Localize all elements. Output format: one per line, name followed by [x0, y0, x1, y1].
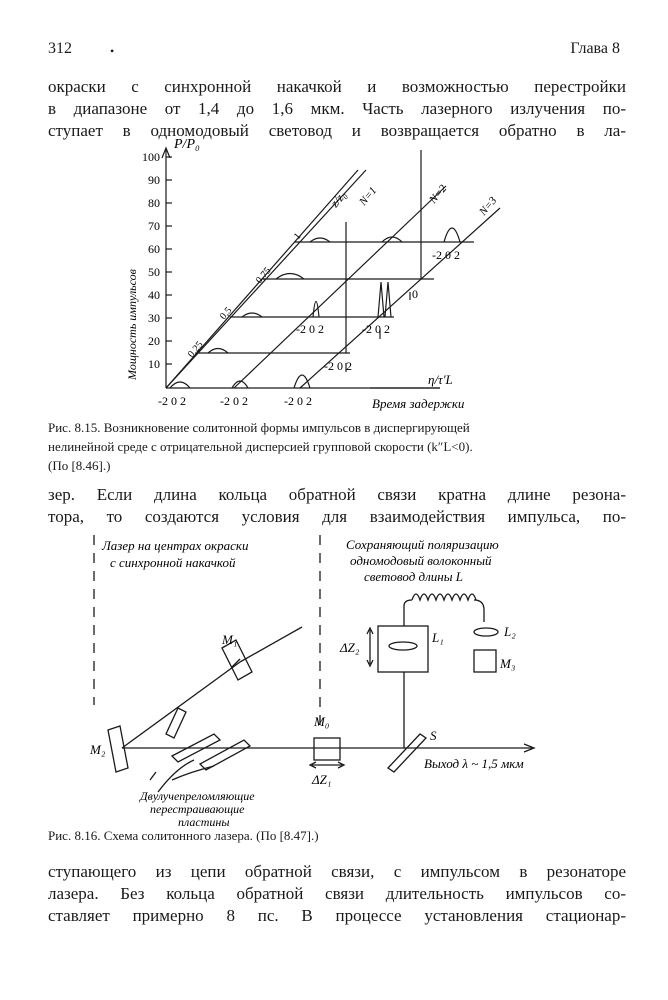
y-tick-label: 40 [148, 288, 160, 302]
y-tick-label: 10 [148, 357, 160, 371]
z-tick-label: 0,5 [217, 305, 235, 322]
y-tick-label: 90 [148, 173, 160, 187]
paragraph-3 [48, 861, 626, 927]
text-line: ступает в одномодовый световод и возвращается обратно в ла- [48, 121, 626, 140]
slice-tick-label: -2 0 2 [362, 322, 390, 336]
y-tick-label: 70 [148, 219, 160, 233]
time-tick-label: -2 0 2 [158, 394, 186, 408]
slice-tick-label: -2 0 2 [432, 248, 460, 262]
plates-label-line: пластины [178, 815, 230, 828]
y-axis-label: P/P₀ [174, 138, 200, 152]
z-axis-label: z/z₀ [327, 188, 350, 210]
text-line: зер. Если длина кольца обратной связи кратна длине резона- [48, 485, 626, 504]
text-line: в диапазоне от 1,4 до 1,6 мкм. Часть лазерного излучения по- [48, 99, 626, 118]
slice-tick-label: -2 0 2 [296, 322, 324, 336]
label-dz1: ΔZ₁ [312, 772, 332, 787]
right-label-line: световод длины L [364, 569, 464, 584]
n-label: N=3 [477, 194, 500, 218]
caption-line: Рис. 8.15. Возникновение солитонной формы импульсов в диспергирующей [48, 420, 470, 435]
time-tick-label: -2 0 2 [220, 394, 248, 408]
left-label-line: Лазер на центрах окраски [102, 538, 249, 553]
x-axis-title: Время задержки [372, 396, 465, 411]
caption-line: нелинейной среде с отрицательной дисперсией групповой скорости (k″L<0). [48, 439, 473, 454]
y-tick-label: 80 [148, 196, 160, 210]
figure-8-15-caption [48, 418, 630, 475]
figure-8-16 [80, 528, 600, 828]
label-m1: M₁ [222, 632, 238, 647]
time-tick-label: -2 0 2 [284, 394, 312, 408]
n-label: N=2 [427, 182, 450, 206]
output-label: Выход λ ~ 1,5 мкм [424, 756, 524, 771]
header-mark: • [110, 44, 115, 58]
plates-label-line: перестраивающие [150, 802, 245, 816]
text-line: тора, то создаются условия для взаимодействия импульса, по- [48, 507, 626, 526]
right-label-line: Сохраняющий поляризацию [346, 537, 499, 552]
time-axis-label: η/τ′L [428, 372, 453, 387]
slice-tick-label: -2 0 2 [324, 359, 352, 373]
z-tick-label: 1 [291, 231, 304, 242]
label-m3: M₃ [500, 656, 516, 671]
label-m2: M₂ [90, 742, 106, 757]
right-label-line: одномодовый волоконный [350, 553, 492, 568]
figure-8-15 [110, 138, 510, 413]
y-axis-title: Мощность импульсов [125, 269, 139, 380]
y-tick-label: 60 [148, 242, 160, 256]
label-dz2: ΔZ₂ [340, 640, 360, 655]
label-m0: M₀ [314, 714, 330, 729]
label-l1: L₁ [432, 630, 444, 645]
zero-label: 0 [412, 287, 418, 301]
caption-line: (По [8.46].) [48, 458, 111, 473]
plates-label-line: Двулучепреломляющие [140, 789, 255, 803]
y-tick-label: 30 [148, 311, 160, 325]
y-tick-label: 20 [148, 334, 160, 348]
text-line: ступающего из цепи обратной связи, с импульсом в резонаторе [48, 862, 626, 881]
text-line: лазера. Без кольца обратной связи длительность импульсов со- [48, 884, 626, 903]
page-number: 312 [48, 40, 72, 57]
n-label: N=1 [357, 184, 380, 208]
chapter-title: Глава 8 [570, 40, 620, 57]
text-line: ставляет примерно 8 пс. В процессе установления стационар- [48, 906, 626, 925]
z-tick-label: 0,75 [253, 265, 274, 286]
label-l2: L₂ [504, 624, 516, 639]
paragraph-2 [48, 484, 626, 528]
z-tick-label: 0,25 [185, 339, 206, 360]
figure-8-16-caption: Рис. 8.16. Схема солитонного лазера. (По [8.47].) [48, 828, 319, 843]
y-tick-label: 50 [148, 265, 160, 279]
label-s: S [430, 728, 437, 743]
paragraph-1 [48, 76, 626, 142]
y-tick-label: 100 [142, 150, 160, 164]
text-line: окраски с синхронной накачкой и возможностью перестройки [48, 77, 626, 96]
left-label-line: с синхронной накачкой [110, 555, 236, 570]
